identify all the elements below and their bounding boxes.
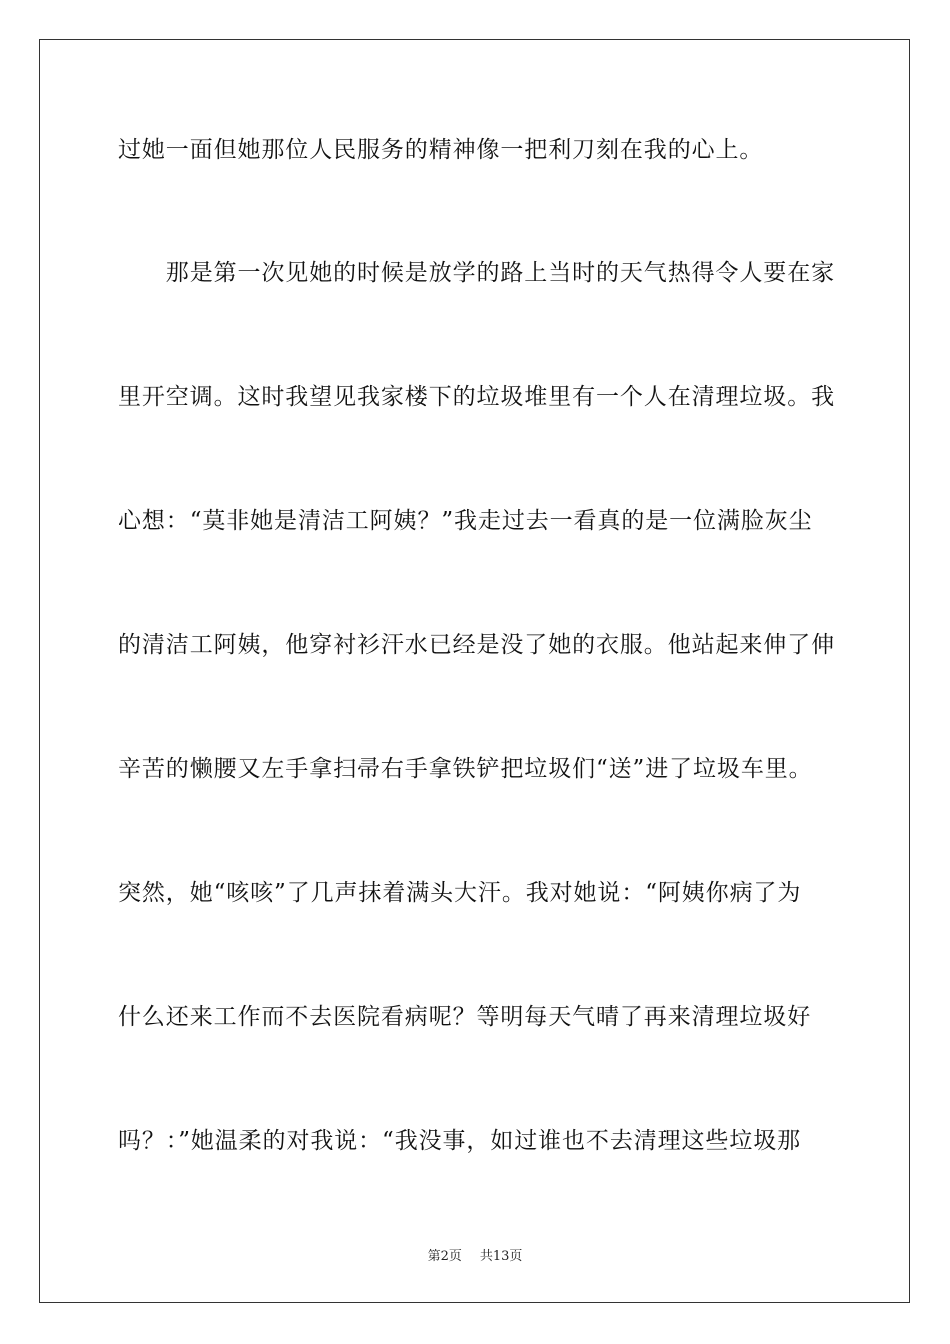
page-border xyxy=(39,39,910,1303)
page-number: 第2页 xyxy=(427,1249,462,1264)
paragraph-line: 吗？：”她温柔的对我说：“我没事，如过谁也不去清理这些垃圾那 xyxy=(118,1128,802,1154)
paragraph-line: 什么还来工作而不去医院看病呢？等明每天气晴了再来清理垃圾好 xyxy=(118,1004,812,1030)
paragraph-line: 过她一面但她那位人民服务的精神像一把利刀刻在我的心上。 xyxy=(118,137,764,163)
paragraph-line: 那是第一次见她的时候是放学的路上当时的天气热得令人要在家 xyxy=(118,260,835,286)
paragraph-line: 的清洁工阿姨，他穿衬衫汗水已经是没了她的衣服。他站起来伸了伸 xyxy=(118,632,835,658)
paragraph-line: 里开空调。这时我望见我家楼下的垃圾堆里有一个人在清理垃圾。我 xyxy=(118,384,835,410)
paragraph-line: 突然，她“咳咳”了几声抹着满头大汗。我对她说：“阿姨你病了为 xyxy=(118,880,802,906)
page-total: 共13页 xyxy=(479,1249,523,1264)
paragraph-line: 辛苦的懒腰又左手拿扫帚右手拿铁铲把垃圾们“送”进了垃圾车里。 xyxy=(118,756,813,782)
paragraph-line: 心想：“莫非她是清洁工阿姨？”我走过去一看真的是一位满脸灰尘 xyxy=(118,508,813,534)
page-footer xyxy=(0,1248,950,1266)
